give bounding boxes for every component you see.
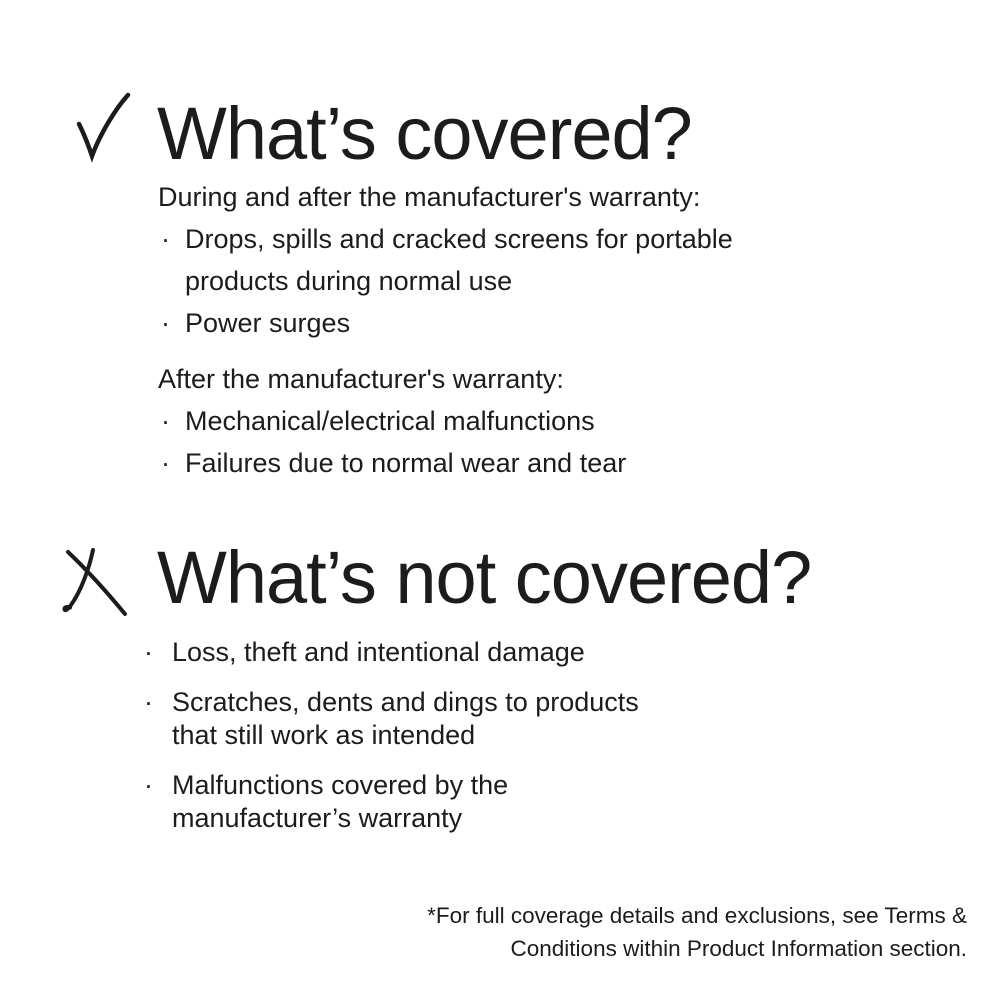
bullet-dot: · (144, 687, 153, 717)
bullet-dot: · (161, 308, 170, 338)
list-item-line: Mechanical/electrical malfunctions (185, 406, 595, 436)
not-covered-title: What’s not covered? (157, 536, 812, 619)
not-covered-list (144, 636, 639, 852)
bullet-dot: · (144, 637, 153, 667)
list-item-line: Loss, theft and intentional damage (172, 637, 585, 667)
list-item (158, 442, 733, 484)
checkmark-icon (64, 88, 140, 172)
list-item-line: Scratches, dents and dings to products (172, 687, 639, 717)
list-item-line: products during normal use (185, 266, 513, 296)
list-item (144, 769, 639, 835)
bullet-dot: · (161, 224, 170, 254)
covered-group1-list (158, 218, 733, 344)
list-item-line: that still work as intended (172, 720, 476, 750)
list-item (144, 636, 639, 669)
covered-group2-list (158, 400, 733, 484)
footnote (427, 899, 967, 965)
footnote-line: Conditions within Product Information section. (510, 936, 967, 961)
list-item (158, 302, 733, 344)
list-item-line: manufacturer’s warranty (172, 803, 463, 833)
covered-title: What’s covered? (157, 92, 692, 175)
list-item (158, 218, 733, 302)
list-item-line: Power surges (185, 308, 351, 338)
covered-body (158, 176, 733, 484)
list-item-line: Failures due to normal wear and tear (185, 448, 627, 478)
list-item-line: Malfunctions covered by the (172, 770, 509, 800)
covered-group1-heading: During and after the manufacturer's warranty: (158, 182, 701, 212)
x-mark-icon (52, 544, 140, 624)
list-item (158, 400, 733, 442)
covered-group2-heading: After the manufacturer's warranty: (158, 364, 564, 394)
list-item-line: Drops, spills and cracked screens for portable (185, 224, 733, 254)
list-item (144, 686, 639, 752)
bullet-dot: · (161, 406, 170, 436)
bullet-dot: · (144, 770, 153, 800)
bullet-dot: · (161, 448, 170, 478)
footnote-line: *For full coverage details and exclusions, see Terms & (427, 903, 967, 928)
